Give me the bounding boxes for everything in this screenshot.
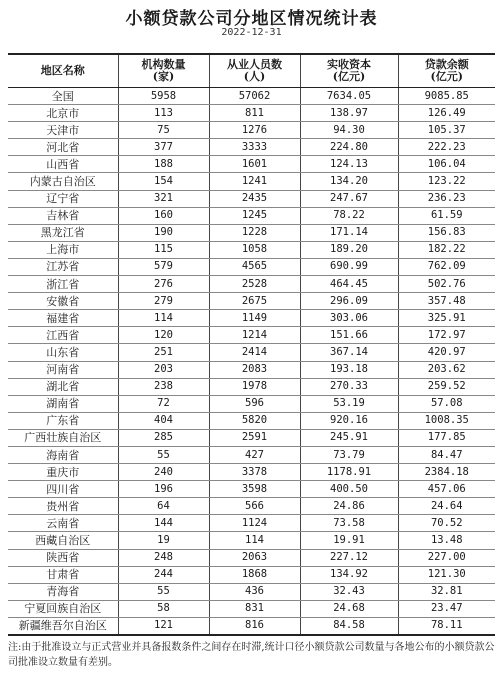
loan-balance-cell: 57.08 [398, 395, 495, 412]
table-row [8, 549, 495, 566]
region-cell: 天津市 [8, 122, 118, 139]
loan-balance-cell: 126.49 [398, 105, 495, 122]
loan-balance-cell: 325.91 [398, 310, 495, 327]
employees-cell: 4565 [209, 258, 300, 275]
employees-cell: 1214 [209, 327, 300, 344]
institutions-cell: 114 [118, 310, 209, 327]
loan-balance-cell: 457.06 [398, 481, 495, 498]
capital-cell: 134.20 [300, 173, 398, 190]
region-cell: 北京市 [8, 105, 118, 122]
capital-cell: 245.91 [300, 429, 398, 446]
table-row [8, 378, 495, 395]
institutions-cell: 64 [118, 498, 209, 515]
capital-cell: 19.91 [300, 532, 398, 549]
institutions-cell: 579 [118, 258, 209, 275]
loan-balance-cell: 172.97 [398, 327, 495, 344]
region-cell: 福建省 [8, 310, 118, 327]
employees-cell: 2675 [209, 293, 300, 310]
institutions-cell: 188 [118, 156, 209, 173]
capital-cell: 1178.91 [300, 464, 398, 481]
table-row [8, 241, 495, 258]
loan-balance-cell: 156.83 [398, 224, 495, 241]
table-row [8, 327, 495, 344]
employees-cell: 1601 [209, 156, 300, 173]
capital-cell: 32.43 [300, 583, 398, 600]
capital-cell: 367.14 [300, 344, 398, 361]
institutions-cell: 72 [118, 395, 209, 412]
capital-cell: 400.50 [300, 481, 398, 498]
table-row [8, 429, 495, 446]
region-cell: 吉林省 [8, 207, 118, 224]
region-cell: 贵州省 [8, 498, 118, 515]
institutions-cell: 55 [118, 446, 209, 463]
institutions-cell: 19 [118, 532, 209, 549]
loan-balance-cell: 203.62 [398, 361, 495, 378]
capital-cell: 53.19 [300, 395, 398, 412]
loan-balance-cell: 13.48 [398, 532, 495, 549]
capital-cell: 138.97 [300, 105, 398, 122]
institutions-cell: 121 [118, 617, 209, 635]
table-row [8, 481, 495, 498]
region-cell: 河北省 [8, 139, 118, 156]
employees-cell: 2063 [209, 549, 300, 566]
loan-balance-cell: 177.85 [398, 429, 495, 446]
employees-cell: 2528 [209, 276, 300, 293]
institutions-cell: 58 [118, 600, 209, 617]
employees-cell: 3378 [209, 464, 300, 481]
table-row [8, 105, 495, 122]
employees-cell: 1241 [209, 173, 300, 190]
region-cell: 陕西省 [8, 549, 118, 566]
capital-cell: 270.33 [300, 378, 398, 395]
header-unit: (人) [243, 70, 266, 83]
report-date: 2022-12-31 [221, 27, 282, 38]
loan-balance-cell: 84.47 [398, 446, 495, 463]
table-row [8, 156, 495, 173]
region-cell: 山东省 [8, 344, 118, 361]
loan-balance-cell: 1008.35 [398, 412, 495, 429]
capital-cell: 690.99 [300, 258, 398, 275]
employees-cell: 1228 [209, 224, 300, 241]
loan-balance-cell: 123.22 [398, 173, 495, 190]
table-row [8, 361, 495, 378]
employees-cell: 2591 [209, 429, 300, 446]
loan-balance-cell: 9085.85 [398, 88, 495, 105]
loan-balance-cell: 420.97 [398, 344, 495, 361]
table-row [8, 566, 495, 583]
table-row [8, 515, 495, 532]
institutions-cell: 276 [118, 276, 209, 293]
header-institutions [118, 54, 209, 88]
header-unit: (亿元) [430, 70, 463, 83]
loan-balance-cell: 121.30 [398, 566, 495, 583]
loan-balance-cell: 222.23 [398, 139, 495, 156]
institutions-cell: 190 [118, 224, 209, 241]
institutions-cell: 160 [118, 207, 209, 224]
employees-cell: 1245 [209, 207, 300, 224]
region-cell: 黑龙江省 [8, 224, 118, 241]
employees-cell: 3598 [209, 481, 300, 498]
institutions-cell: 279 [118, 293, 209, 310]
capital-cell: 189.20 [300, 241, 398, 258]
institutions-cell: 203 [118, 361, 209, 378]
region-cell: 宁夏回族自治区 [8, 600, 118, 617]
capital-cell: 78.22 [300, 207, 398, 224]
loan-balance-cell: 61.59 [398, 207, 495, 224]
loan-balance-cell: 78.11 [398, 617, 495, 635]
capital-cell: 151.66 [300, 327, 398, 344]
loan-balance-cell: 357.48 [398, 293, 495, 310]
region-cell: 辽宁省 [8, 190, 118, 207]
region-cell: 湖南省 [8, 395, 118, 412]
employees-cell: 566 [209, 498, 300, 515]
employees-cell: 1868 [209, 566, 300, 583]
table-row [8, 532, 495, 549]
capital-cell: 303.06 [300, 310, 398, 327]
loan-balance-cell: 32.81 [398, 583, 495, 600]
table-row [8, 498, 495, 515]
table-row [8, 190, 495, 207]
region-cell: 海南省 [8, 446, 118, 463]
institutions-cell: 321 [118, 190, 209, 207]
header-unit: (亿元) [332, 70, 366, 83]
loan-balance-cell: 182.22 [398, 241, 495, 258]
institutions-cell: 196 [118, 481, 209, 498]
table-row [8, 617, 495, 635]
region-cell: 青海省 [8, 583, 118, 600]
employees-cell: 1978 [209, 378, 300, 395]
table-row [8, 395, 495, 412]
capital-cell: 464.45 [300, 276, 398, 293]
employees-cell: 5820 [209, 412, 300, 429]
capital-cell: 296.09 [300, 293, 398, 310]
capital-cell: 24.86 [300, 498, 398, 515]
region-cell: 上海市 [8, 241, 118, 258]
region-cell: 江西省 [8, 327, 118, 344]
institutions-cell: 244 [118, 566, 209, 583]
employees-cell: 816 [209, 617, 300, 635]
loan-balance-cell: 227.00 [398, 549, 495, 566]
capital-cell: 124.13 [300, 156, 398, 173]
table-row [8, 446, 495, 463]
region-cell: 西藏自治区 [8, 532, 118, 549]
employees-cell: 1058 [209, 241, 300, 258]
loan-balance-cell: 502.76 [398, 276, 495, 293]
institutions-cell: 285 [118, 429, 209, 446]
loan-balance-cell: 2384.18 [398, 464, 495, 481]
loan-balance-cell: 24.64 [398, 498, 495, 515]
table-row [8, 600, 495, 617]
capital-cell: 224.80 [300, 139, 398, 156]
region-cell: 内蒙古自治区 [8, 173, 118, 190]
employees-cell: 1276 [209, 122, 300, 139]
region-cell: 甘肃省 [8, 566, 118, 583]
region-cell: 广西壮族自治区 [8, 429, 118, 446]
region-cell: 四川省 [8, 481, 118, 498]
capital-cell: 73.79 [300, 446, 398, 463]
employees-cell: 596 [209, 395, 300, 412]
institutions-cell: 238 [118, 378, 209, 395]
capital-cell: 227.12 [300, 549, 398, 566]
institutions-cell: 404 [118, 412, 209, 429]
capital-cell: 84.58 [300, 617, 398, 635]
table-row [8, 310, 495, 327]
employees-cell: 3333 [209, 139, 300, 156]
table-row [8, 207, 495, 224]
employees-cell: 1149 [209, 310, 300, 327]
header-line1: 机构数量 [141, 58, 186, 71]
employees-cell: 436 [209, 583, 300, 600]
header-line1: 实收资本 [327, 58, 371, 71]
header-employees [209, 54, 300, 88]
institutions-cell: 115 [118, 241, 209, 258]
institutions-cell: 55 [118, 583, 209, 600]
table-row [8, 412, 495, 429]
loan-balance-cell: 236.23 [398, 190, 495, 207]
table-row [8, 224, 495, 241]
header-unit: (家) [152, 70, 175, 83]
header-row [8, 54, 495, 88]
employees-cell: 114 [209, 532, 300, 549]
employees-cell: 2435 [209, 190, 300, 207]
region-cell: 全国 [8, 88, 118, 105]
employees-cell: 831 [209, 600, 300, 617]
table-row [8, 293, 495, 310]
institutions-cell: 120 [118, 327, 209, 344]
institutions-cell: 75 [118, 122, 209, 139]
header-line1: 地区名称 [40, 64, 85, 77]
header-paid-in-capital [300, 54, 398, 88]
table-row [8, 139, 495, 156]
employees-cell: 1124 [209, 515, 300, 532]
capital-cell: 920.16 [300, 412, 398, 429]
capital-cell: 94.30 [300, 122, 398, 139]
loan-balance-cell: 105.37 [398, 122, 495, 139]
table-row [8, 276, 495, 293]
capital-cell: 247.67 [300, 190, 398, 207]
institutions-cell: 5958 [118, 88, 209, 105]
header-line1: 贷款余额 [424, 58, 469, 71]
region-cell: 浙江省 [8, 276, 118, 293]
region-cell: 云南省 [8, 515, 118, 532]
header-line1: 从业人员数 [227, 58, 282, 71]
table-row [8, 122, 495, 139]
capital-cell: 73.58 [300, 515, 398, 532]
table-row [8, 583, 495, 600]
employees-cell: 57062 [209, 88, 300, 105]
loan-balance-cell: 106.04 [398, 156, 495, 173]
institutions-cell: 240 [118, 464, 209, 481]
capital-cell: 193.18 [300, 361, 398, 378]
region-cell: 安徽省 [8, 293, 118, 310]
table-title: 小额贷款公司分地区情况统计表 [125, 9, 378, 29]
statistics-table [8, 53, 495, 636]
table-row [8, 464, 495, 481]
institutions-cell: 154 [118, 173, 209, 190]
capital-cell: 171.14 [300, 224, 398, 241]
institutions-cell: 144 [118, 515, 209, 532]
employees-cell: 2414 [209, 344, 300, 361]
region-cell: 江苏省 [8, 258, 118, 275]
institutions-cell: 251 [118, 344, 209, 361]
table-row [8, 88, 495, 105]
table-body [8, 88, 495, 636]
table-row [8, 173, 495, 190]
employees-cell: 2083 [209, 361, 300, 378]
institutions-cell: 113 [118, 105, 209, 122]
footnote: 注:由于批准设立与正式营业并具备报数条件之间存在时滞,统计口径小额贷款公司数量与各地公布的小额贷款公司批准设立数量有差别。 [8, 642, 495, 668]
region-cell: 山西省 [8, 156, 118, 173]
region-cell: 重庆市 [8, 464, 118, 481]
loan-balance-cell: 70.52 [398, 515, 495, 532]
capital-cell: 7634.05 [300, 88, 398, 105]
table-row [8, 344, 495, 361]
table-row [8, 258, 495, 275]
header-region [8, 54, 118, 88]
employees-cell: 811 [209, 105, 300, 122]
loan-balance-cell: 23.47 [398, 600, 495, 617]
capital-cell: 24.68 [300, 600, 398, 617]
capital-cell: 134.92 [300, 566, 398, 583]
region-cell: 新疆维吾尔自治区 [8, 617, 118, 635]
institutions-cell: 377 [118, 139, 209, 156]
employees-cell: 427 [209, 446, 300, 463]
region-cell: 河南省 [8, 361, 118, 378]
loan-balance-cell: 762.09 [398, 258, 495, 275]
institutions-cell: 248 [118, 549, 209, 566]
region-cell: 广东省 [8, 412, 118, 429]
loan-balance-cell: 259.52 [398, 378, 495, 395]
header-loan-balance [398, 54, 495, 88]
region-cell: 湖北省 [8, 378, 118, 395]
